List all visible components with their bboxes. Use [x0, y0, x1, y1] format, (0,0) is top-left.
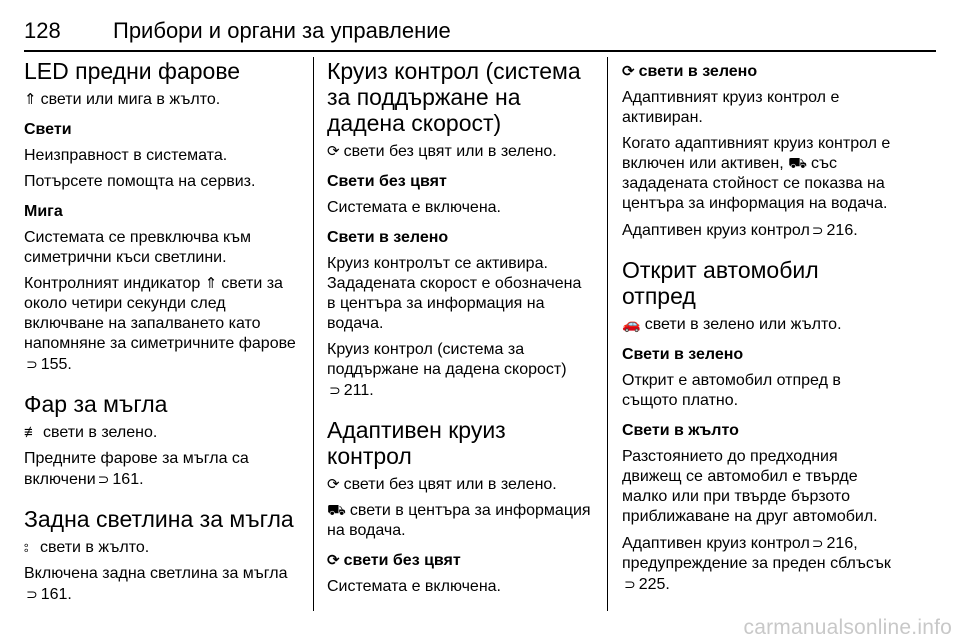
- watermark: carmanualsonline.info: [743, 616, 952, 639]
- acc-green-heading: ⟳ свети в зелено: [622, 63, 758, 80]
- acc-white-heading: ⟳ свети без цвят: [327, 552, 461, 569]
- page-ref-icon: ⊃: [811, 535, 824, 551]
- page-ref-icon: ⊃: [624, 576, 636, 592]
- acc-desc-2: ⛟ свети в центъра за информация на водача.: [327, 502, 591, 539]
- page-ref-icon: ⊃: [811, 222, 824, 238]
- section-title-vehicle-ahead: Открит автомобил отпред: [622, 257, 819, 309]
- led-blink-heading: Мига: [24, 203, 63, 220]
- page-ref-icon: ⊃: [329, 382, 341, 398]
- led-blink-text-2: Контролният индикатор ⇑ свети за около четири секунди след включване на запалването като напомняне за симетричните фарове⊃ 155.: [24, 275, 296, 373]
- adaptive-cruise-icon: ⛟: [327, 502, 346, 519]
- page-ref-link[interactable]: 216.: [826, 222, 858, 239]
- fog-text: Предните фарове за мъгла са включени ⊃ 161.: [24, 450, 249, 488]
- acc-green-text-2: Когато адаптивният круиз контрол е включен или активен, ⛟ със зададената стойност се показва на центъра за информация на водача.: [622, 135, 891, 212]
- cruise-green-text-1: Круиз контролът се активира. Зададената скорост е обозначена в центъра за информация на водача.: [327, 255, 582, 332]
- page-ref-link[interactable]: 225.: [638, 576, 670, 593]
- cruise-green-heading: Свети в зелено: [327, 229, 449, 246]
- vehicle-yellow-text-2: Адаптивен круиз контрол ⊃ 216, предупреждение за преден сблъсък⊃ 225.: [622, 535, 891, 593]
- page-ref-link[interactable]: 155.: [40, 356, 72, 373]
- column-divider-2: [607, 57, 608, 611]
- section-title-cruise: Круиз контрол (система за поддържане на дадена скорост): [327, 58, 581, 136]
- cruise-control-icon: ⟳: [622, 63, 635, 80]
- page-number: 128: [24, 18, 61, 43]
- led-desc: ⇑ свети или мига в жълто.: [24, 91, 221, 108]
- cruise-control-icon: ⟳: [327, 143, 340, 160]
- cruise-green-text-2: Круиз контрол (система за поддържане на дадена скорост) ⊃ 211.: [327, 341, 567, 399]
- vehicle-ahead-desc: 🚗 свети в зелено или жълто.: [622, 316, 842, 333]
- page-ref-link[interactable]: 161.: [112, 471, 144, 488]
- led-on-text-2: Потърсете помощта на сервиз.: [24, 173, 256, 190]
- cruise-white-text: Системата е включена.: [327, 199, 501, 216]
- fog-desc: ≢ свети в зелено.: [24, 424, 158, 441]
- column-1: [24, 58, 300, 611]
- adaptive-cruise-icon: ⛟: [788, 155, 808, 172]
- cruise-desc: ⟳ свети без цвят или в зелено.: [327, 143, 557, 160]
- rear-fog-light-icon: ⦂: [24, 539, 29, 556]
- page-header: [0, 0, 960, 52]
- vehicle-yellow-text-1: Разстоянието до предходния движещ се автомобил е твърде малко или при твърде бързото приближаване на друг автомобил.: [622, 448, 878, 525]
- acc-desc-1: ⟳ свети без цвят или в зелено.: [327, 476, 557, 493]
- page-ref-link[interactable]: 216,: [826, 535, 858, 552]
- section-title-led: LED предни фарове: [24, 58, 241, 84]
- section-title-rear-fog: Задна светлина за мъгла: [24, 506, 294, 532]
- rear-fog-text: Включена задна светлина за мъгла ⊃ 161.: [24, 565, 288, 603]
- acc-green-text-1: Адаптивният круиз контрол е активиран.: [622, 89, 840, 126]
- vehicle-green-text: Открит е автомобил отпред в същото платно.: [622, 372, 841, 409]
- led-on-text-1: Неизправност в системата.: [24, 147, 228, 164]
- chapter-title: Прибори и органи за управление: [113, 18, 451, 43]
- column-divider-1: [313, 57, 314, 611]
- page-ref-icon: ⊃: [26, 356, 38, 372]
- page-ref-icon: ⊃: [26, 586, 38, 602]
- cruise-white-heading: Свети без цвят: [327, 173, 447, 190]
- section-title-fog: Фар за мъгла: [24, 391, 168, 417]
- section-title-acc: Адаптивен круиз контрол: [327, 417, 506, 469]
- page-ref-link[interactable]: 211.: [343, 382, 374, 399]
- page-ref-icon: ⊃: [97, 471, 110, 487]
- column-3: [622, 58, 892, 601]
- led-blink-text-1: Системата се превключва към симетрични къси светлини.: [24, 229, 252, 266]
- led-headlight-icon: ⇑: [24, 91, 37, 108]
- front-fog-light-icon: ≢: [24, 424, 39, 441]
- vehicle-ahead-icon: 🚗: [622, 316, 641, 333]
- cruise-control-icon: ⟳: [327, 552, 340, 569]
- acc-green-text-3: Адаптивен круиз контрол ⊃ 216.: [622, 222, 858, 239]
- led-headlight-icon: ⇑: [204, 275, 218, 292]
- page-ref-link[interactable]: 161.: [40, 586, 72, 603]
- acc-white-text: Системата е включена.: [327, 578, 501, 595]
- cruise-control-icon: ⟳: [327, 476, 340, 493]
- vehicle-yellow-heading: Свети в жълто: [622, 422, 739, 439]
- led-on-heading: Свети: [24, 121, 72, 138]
- column-2: [327, 58, 593, 603]
- header-rule: [24, 50, 936, 52]
- rear-fog-desc: ⦂ свети в жълто.: [24, 539, 150, 556]
- vehicle-green-heading: Свети в зелено: [622, 346, 744, 363]
